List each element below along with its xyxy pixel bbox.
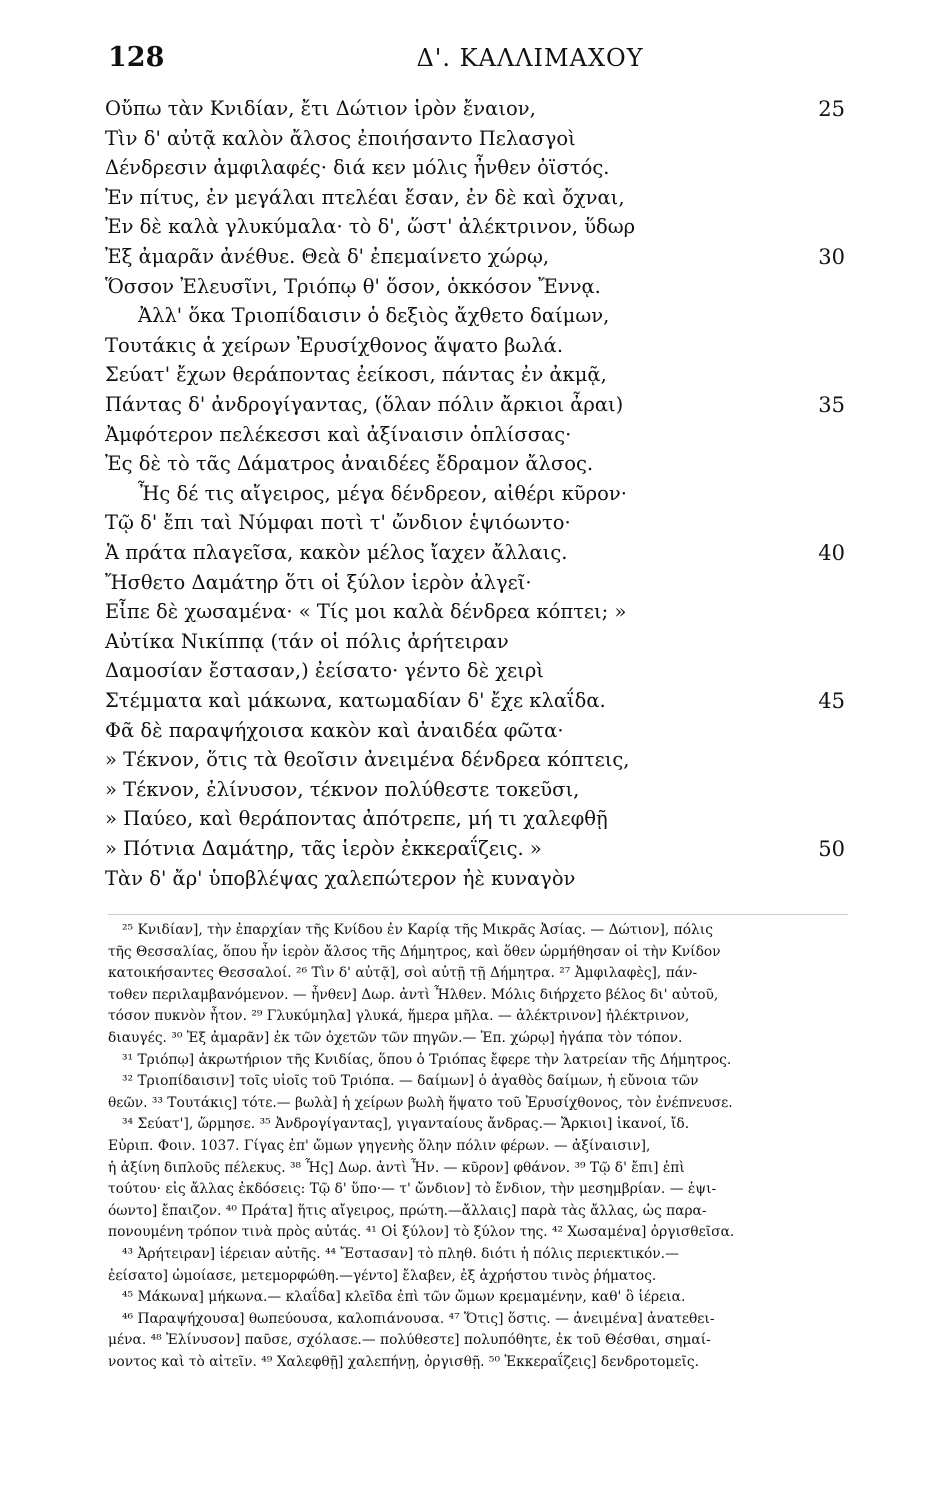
verse-line: Ἀμφότερον πελέκεσσι καὶ ἀξίναισιν ὁπλίσσας· (105, 423, 572, 446)
footnote-line: πονουμένη τρόπον τινὰ πρὸς αὐτάς. ⁴¹ Οἱ ξύλον] τὸ ξύλον της. ⁴² Χωσαμένα] ὀργισθεῖσα. (108, 1224, 735, 1241)
verse-line: Ἀλλ' ὅκα Τριοπίδαισιν ὁ δεξιὸς ἄχθετο δαίμων, (138, 304, 610, 327)
verse-line: Ἤσθετο Δαμάτηρ ὅτι οἱ ξύλον ἱερὸν ἀλγεῖ· (105, 571, 532, 594)
verse-number: 40 (818, 541, 845, 565)
footnote-line: τοθεν περιλαμβανόμενον. — ἦνθεν] Δωρ. ἀντὶ Ἦλθεν. Μόλις διήρχετο βέλος δι' αὐτοῦ, (108, 986, 719, 1003)
verse-line: Ἦς δέ τις αἴγειρος, μέγα δένδρεον, αἰθέρι κῦρον· (138, 482, 627, 505)
verse-number: 25 (818, 97, 845, 121)
running-title: Δ'. ΚΑΛΛΙΜΑΧΟΥ (416, 44, 644, 72)
verse-line: Ἐξ ἀμαρᾶν ἀνέθυε. Θεὰ δ' ἐπεμαίνετο χώρῳ, (105, 245, 550, 268)
footnote-line: τῆς Θεσσαλίας, ὅπου ἦν ἱερὸν ἄλσος τῆς Δήμητρος, καὶ ὅθεν ὡρμήθησαν οἱ τὴν Κνίδον (108, 943, 721, 960)
verse-line: Ἁ πράτα πλαγεῖσα, κακὸν μέλος ἴαχεν ἄλλαις. (105, 541, 568, 564)
verse-line: Πάντας δ' ἀνδρογίγαντας, (ὅλαν πόλιν ἄρκιοι ἆραι) (105, 393, 624, 416)
verse-line: Αὐτίκα Νικίππᾳ (τάν οἱ πόλις ἀρήτειραν (105, 630, 509, 653)
footnote-line: Εὐριπ. Φοιν. 1037. Γίγας ἐπ' ὤμων γηγενὴς ὅλην πόλιν φέρων. — ἀξίναισιν], (108, 1137, 651, 1154)
verse-line: » Τέκνον, ἐλίνυσον, τέκνον πολύθεστε τοκεῦσι, (105, 778, 580, 801)
verse-line: Τῷ δ' ἔπι ταὶ Νύμφαι ποτὶ τ' ὤνδιον ἑψιόωντο· (105, 511, 571, 534)
verse-number: 50 (818, 837, 845, 861)
footnote-line: νοντος καὶ τὸ αἰτεῖν. ⁴⁹ Χαλεφθῇ] χαλεπήνῃ, ὀργισθῇ. ⁵⁰ Ἐκκεραΐζεις] δενδροτομεῖς. (108, 1353, 700, 1370)
verse-line: » Τέκνον, ὅτις τὰ θεοῖσιν ἀνειμένα δένδρεα κόπτεις, (105, 748, 630, 771)
footnotes (108, 920, 848, 1373)
verse-line: Φᾶ δὲ παραψήχοισα κακὸν καὶ ἀναιδέα φῶτα· (105, 719, 564, 742)
footnote-line: μένα. ⁴⁸ Ἐλίνυσον] παῦσε, σχόλασε.— πολύθεστε] πολυπόθητε, ἐκ τοῦ Θέσθαι, σημαί- (108, 1332, 711, 1349)
verse-number: 45 (818, 689, 845, 713)
verse-line: Δένδρεσιν ἀμφιλαφές· διά κεν μόλις ἦνθεν ὀϊστός. (105, 156, 610, 179)
footnote-divider (108, 914, 848, 915)
verse-line: Τὰν δ' ἄρ' ὑποβλέψας χαλεπώτερον ἠὲ κυναγὸν (105, 867, 576, 890)
verse-number: 35 (818, 393, 845, 417)
verse-line: Ἐν δὲ καλὰ γλυκύμαλα· τὸ δ', ὥστ' ἀλέκτρινον, ὕδωρ (105, 215, 636, 238)
footnote-line: ³² Τριοπίδαισιν] τοῖς υἱοῖς τοῦ Τριόπα. — δαίμων] ὁ ἀγαθὸς δαίμων, ἡ εὔνοια τῶν (122, 1073, 699, 1090)
verse-line: Ἐς δὲ τὸ τᾶς Δάματρος ἀναιδέες ἔδραμον ἄλσος. (105, 452, 594, 475)
footnote-line: κατοικήσαντες Θεσσαλοί. ²⁶ Τὶν δ' αὐτᾷ], σοὶ αὐτῇ τῇ Δήμητρα. ²⁷ Ἀμφιλαφὲς], πάν- (108, 965, 698, 982)
page-number: 128 (108, 42, 165, 73)
verse-line: Δαμοσίαν ἔστασαν,) ἐείσατο· γέντο δὲ χειρὶ (105, 659, 544, 682)
verse-line: » Πότνια Δαμάτηρ, τᾶς ἱερὸν ἐκκεραΐζεις. » (105, 837, 542, 860)
footnote-line: ἐείσατο] ὡμοίασε, μετεμορφώθη.—γέντο] ἔλαβεν, ἐξ ἀχρήστου τινὸς ῥήματος. (108, 1267, 657, 1284)
footnote-line: ⁴⁵ Μάκωνα] μήκωνα.— κλαΐδα] κλεῖδα ἐπὶ τῶν ὤμων κρεμαμένην, καθ' ὃ ἱέρεια. (122, 1289, 686, 1306)
footnote-line: όωντο] ἔπαιζον. ⁴⁰ Πράτα] ἥτις αἴγειρος, πρώτη.—ἄλλαις] παρὰ τὰς ἄλλας, ὡς παρα- (108, 1202, 707, 1219)
footnote-line: διαυγές. ³⁰ Ἐξ ἀμαρᾶν] ἐκ τῶν ὀχετῶν τῶν πηγῶν.— Ἐπ. χώρῳ] ἠγάπα τὸν τόπον. (108, 1029, 683, 1046)
footnote-line: ³¹ Τριόπῳ] ἀκρωτήριον τῆς Κνιδίας, ὅπου ὁ Τριόπας ἔφερε τὴν λατρείαν τῆς Δήμητρος. (122, 1051, 732, 1068)
footnote-line: θεῶν. ³³ Τουτάκις] τότε.— βωλὰ] ἡ χείρων βωλὴ ἥψατο τοῦ Ἐρυσίχθονος, τὸν ἐνέπνευσε. (108, 1094, 733, 1111)
verse-line: Σεύατ' ἔχων θεράποντας ἐείκοσι, πάντας ἐν ἀκμᾷ, (105, 363, 607, 386)
verse-line: Ὅσσον Ἐλευσῖνι, Τριόπῳ θ' ὅσον, ὁκκόσον Ἔννᾳ. (105, 275, 601, 298)
footnote-line: ⁴³ Ἀρήτειραν] ἱέρειαν αὐτῆς. ⁴⁴ Ἔστασαν] τὸ πληθ. διότι ἡ πόλις περιεκτικόν.— (122, 1245, 679, 1262)
footnote-line: τούτου· εἰς ἄλλας ἐκδόσεις: Τῷ δ' ὕπο·— τ' ὤνδιον] τὸ ἔνδιον, τὴν μεσημβρίαν. — ἑψι- (108, 1181, 717, 1198)
verse-line: Τουτάκις ἁ χείρων Ἐρυσίχθονος ἅψατο βωλά. (105, 334, 564, 357)
verse-line: Εἶπε δὲ χωσαμένα· « Τίς μοι καλὰ δένδρεα κόπτει; » (105, 600, 627, 623)
footnote-line: ἡ ἀξίνη διπλοῦς πέλεκυς. ³⁸ Ἦς] Δωρ. ἀντὶ Ἦν. — κῦρον] φθάνον. ³⁹ Τῷ δ' ἔπι] ἐπὶ (108, 1159, 685, 1176)
verse-line: Ἐν πίτυς, ἐν μεγάλαι πτελέαι ἔσαν, ἐν δὲ καὶ ὄχναι, (105, 186, 625, 209)
verse-line: Τὶν δ' αὐτᾷ καλὸν ἄλσος ἐποιήσαντο Πελασγοὶ (105, 127, 576, 150)
footnote-line: ⁴⁶ Παραψήχουσα] θωπεύουσα, καλοπιάνουσα. ⁴⁷ Ὅτις] ὅστις. — ἀνειμένα] ἀνατεθει- (122, 1310, 715, 1327)
verse-line: Στέμματα καὶ μάκωνα, κατωμαδίαν δ' ἔχε κλαΐδα. (105, 689, 606, 712)
verse-line: » Παύεο, καὶ θεράποντας ἀπότρεπε, μή τι χαλεφθῇ (105, 807, 608, 830)
footnote-line: ³⁴ Σεύατ'], ὥρμησε. ³⁵ Ἀνδρογίγαντας], γιγανταίους ἄνδρας.— Ἄρκιοι] ἱκανοί, ἴδ. (122, 1116, 690, 1133)
verse-number: 30 (818, 245, 845, 269)
footnote-line: ²⁵ Κνιδίαν], τὴν ἐπαρχίαν τῆς Κνίδου ἐν Καρίᾳ τῆς Μικρᾶς Ἀσίας. — Δώτιον], πόλις (122, 922, 713, 938)
verse-line: Οὔπω τὰν Κνιδίαν, ἔτι Δώτιον ἱρὸν ἔναιον, (105, 97, 536, 120)
footnote-line: τόσον πυκνὸν ἦτον. ²⁹ Γλυκύμηλα] γλυκά, ἥμερα μῆλα. — ἀλέκτρινον] ἠλέκτρινον, (108, 1008, 690, 1025)
